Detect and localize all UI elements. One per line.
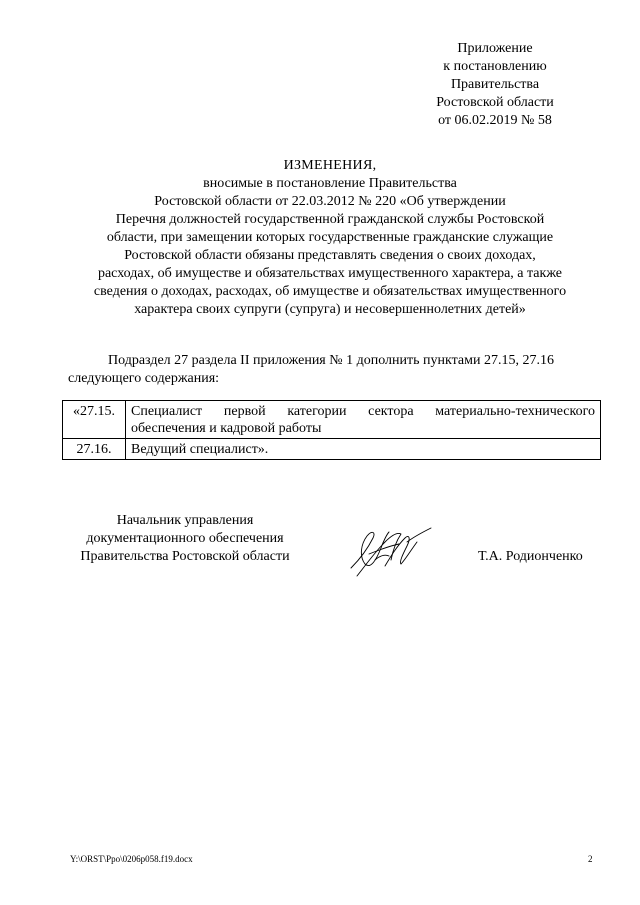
appendix-line: к постановлению — [443, 59, 547, 74]
item-number: 27.16. — [63, 439, 126, 460]
file-path: Y:\ORST\Ppo\0206p058.f19.docx — [70, 854, 193, 864]
appendix-line: Ростовской области — [436, 95, 554, 110]
appendix-line: от 06.02.2019 № 58 — [438, 113, 552, 128]
changes-table — [62, 400, 601, 460]
signatory-position-line: документационного обеспечения — [86, 531, 284, 546]
signatory-position — [70, 512, 300, 566]
item-position — [126, 439, 601, 460]
appendix-block — [400, 40, 590, 130]
document-title: ИЗМЕНЕНИЯ, — [283, 158, 377, 173]
heading-line: области, при замещении которых государственные гражданские служащие — [106, 230, 554, 245]
item-position-line: Ведущий специалист». — [131, 442, 269, 457]
heading-line: Перечня должностей государственной гражданской службы Ростовской — [115, 212, 545, 227]
item-position-line: Специалист первой категории сектора материально-технического — [131, 404, 595, 419]
table-row — [63, 439, 601, 460]
intro-line: следующего содержания: — [68, 371, 220, 386]
appendix-line: Приложение — [457, 41, 533, 56]
item-position-line: обеспечения и кадровой работы — [131, 421, 322, 436]
item-number: «27.15. — [63, 401, 126, 439]
signatory-position-line: Начальник управления — [116, 513, 254, 528]
heading-line: Ростовской области обязаны представлять сведения о своих доходах, — [124, 248, 536, 263]
intro-paragraph — [68, 352, 598, 388]
heading-line: расходах, об имуществе и обязательствах имущественного характера, а также — [97, 266, 563, 281]
page-number: 2 — [588, 854, 593, 864]
heading-line: сведения о доходах, расходах, об имуществе и обязательствах имущественного — [93, 284, 567, 299]
document-heading — [60, 157, 600, 319]
signatory-name: Т.А. Родионченко — [478, 549, 583, 564]
item-position — [126, 401, 601, 439]
table-row — [63, 401, 601, 439]
intro-line: Подраздел 27 раздела II приложения № 1 дополнить пунктами 27.15, 27.16 — [108, 353, 554, 368]
heading-line: характера своих супруги (супруга) и несовершеннолетних детей» — [134, 302, 526, 317]
appendix-line: Правительства — [450, 77, 540, 92]
signatory-position-line: Правительства Ростовской области — [80, 549, 290, 564]
heading-line: вносимые в постановление Правительства — [203, 176, 457, 191]
handwritten-signature — [345, 520, 440, 580]
heading-line: Ростовской области от 22.03.2012 № 220 «Об утверждении — [154, 194, 506, 209]
